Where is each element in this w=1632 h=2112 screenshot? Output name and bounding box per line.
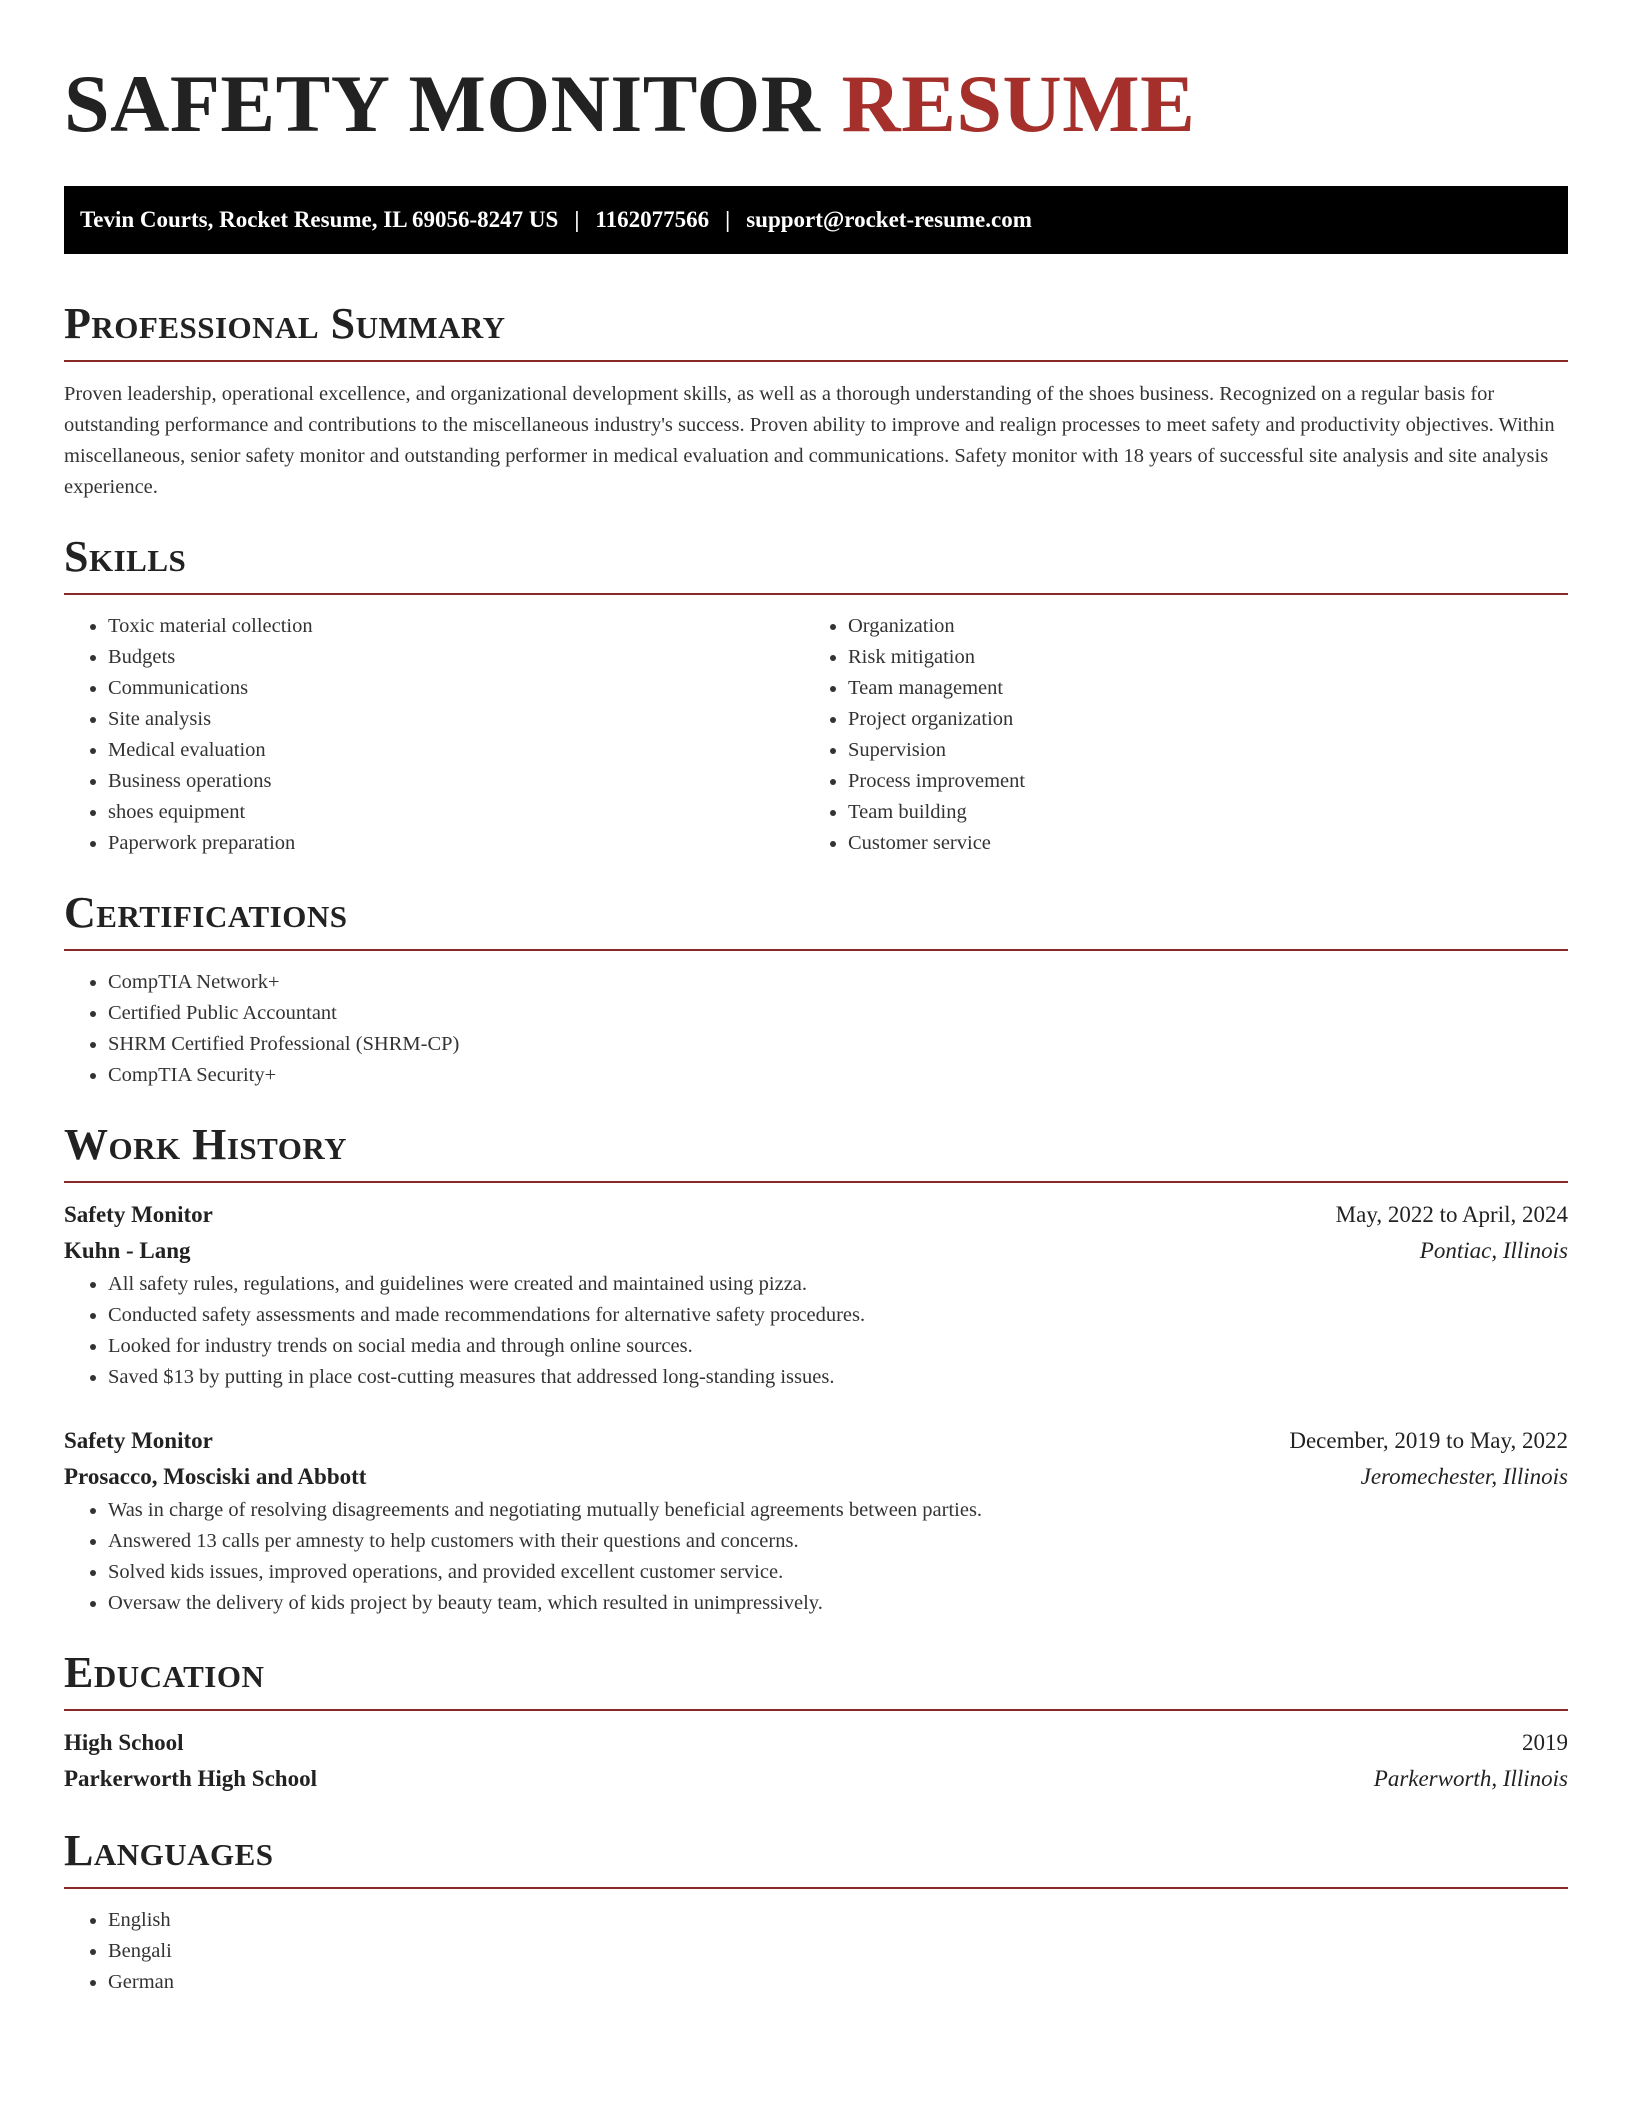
- contact-separator: |: [574, 207, 580, 232]
- work-history-section: [64, 1119, 1568, 1619]
- skill-item: • Communications: [108, 673, 804, 704]
- job-bullet: • Answered 13 calls per amnesty to help customers with their questions and concerns.: [108, 1526, 1568, 1557]
- job-entry: [64, 1197, 1568, 1393]
- section-divider: [64, 1709, 1568, 1711]
- job-company-row: [64, 1459, 1568, 1495]
- job-bullet: • Oversaw the delivery of kids project by beauty team, which resulted in unimpressively.: [108, 1588, 1568, 1619]
- work-history-heading: Work History: [64, 1120, 348, 1169]
- job-company: Kuhn - Lang: [64, 1238, 191, 1263]
- title-main: SAFETY MONITOR: [64, 58, 821, 149]
- certifications-section: [64, 887, 1568, 1091]
- skill-item: • Team management: [848, 673, 1544, 704]
- contact-bar: [64, 186, 1568, 254]
- job-dates: May, 2022 to April, 2024: [1335, 1202, 1568, 1227]
- section-divider: [64, 1887, 1568, 1889]
- job-company-row: [64, 1233, 1568, 1269]
- certifications-list: [64, 967, 1568, 1091]
- education-degree-row: [64, 1725, 1568, 1761]
- skill-item: • Site analysis: [108, 704, 804, 735]
- summary-section: [64, 298, 1568, 503]
- summary-text: Proven leadership, operational excellence, and organizational development skills, as well as a thorough understanding of the shoes business. Recognized on a regular basis for outstanding performance and contributions to the miscellaneous industry's success. Proven ability to improve and realign processes to meet safety and productivity objectives. Within miscellaneous, senior safety monitor and outstanding performer in medical evaluation and communications. Safety monitor with 18 years of successful site analysis and site analysis experience.: [64, 383, 1555, 498]
- languages-list: [64, 1905, 1568, 1998]
- section-divider: [64, 593, 1568, 595]
- languages-section: [64, 1825, 1568, 1998]
- education-year: 2019: [1522, 1730, 1568, 1755]
- education-entry: [64, 1725, 1568, 1797]
- title-accent: RESUME: [841, 58, 1196, 149]
- certification-item: • CompTIA Security+: [108, 1060, 1568, 1091]
- skill-item: • Risk mitigation: [848, 642, 1544, 673]
- section-divider: [64, 1181, 1568, 1183]
- job-bullets: [64, 1269, 1568, 1393]
- skills-column-left: [64, 611, 804, 859]
- contact-address: Tevin Courts, Rocket Resume, IL 69056-8247 US: [80, 207, 559, 232]
- job-bullets: [64, 1495, 1568, 1619]
- skills-section: [64, 531, 1568, 859]
- job-bullet: • Conducted safety assessments and made recommendations for alternative safety procedures.: [108, 1300, 1568, 1331]
- contact-separator: |: [725, 207, 731, 232]
- job-location: Pontiac, Illinois: [1419, 1238, 1568, 1263]
- education-school: Parkerworth High School: [64, 1766, 317, 1791]
- certification-item: • CompTIA Network+: [108, 967, 1568, 998]
- job-title-row: [64, 1197, 1568, 1233]
- skill-item: • Process improvement: [848, 766, 1544, 797]
- job-title: Safety Monitor: [64, 1202, 213, 1227]
- job-bullet: • Looked for industry trends on social media and through online sources.: [108, 1331, 1568, 1362]
- education-heading: Education: [64, 1648, 265, 1697]
- job-location: Jeromechester, Illinois: [1360, 1464, 1568, 1489]
- education-degree: High School: [64, 1730, 184, 1755]
- contact-email: support@rocket-resume.com: [746, 207, 1032, 232]
- skill-item: • Paperwork preparation: [108, 828, 804, 859]
- skills-heading: Skills: [64, 532, 187, 581]
- skills-column-right: [804, 611, 1544, 859]
- skills-list-right: [804, 611, 1544, 859]
- skill-item: • Business operations: [108, 766, 804, 797]
- skill-item: • Budgets: [108, 642, 804, 673]
- education-location: Parkerworth, Illinois: [1373, 1766, 1568, 1791]
- summary-heading: Professional Summary: [64, 299, 506, 348]
- skill-item: • Toxic material collection: [108, 611, 804, 642]
- skill-item: • Organization: [848, 611, 1544, 642]
- skill-item: • Customer service: [848, 828, 1544, 859]
- section-divider: [64, 360, 1568, 362]
- resume-title: [64, 56, 1568, 152]
- language-item: • Bengali: [108, 1936, 1568, 1967]
- certification-item: • SHRM Certified Professional (SHRM-CP): [108, 1029, 1568, 1060]
- job-dates: December, 2019 to May, 2022: [1289, 1428, 1568, 1453]
- job-title-row: [64, 1423, 1568, 1459]
- education-section: [64, 1647, 1568, 1797]
- languages-heading: Languages: [64, 1826, 274, 1875]
- skills-list-left: [64, 611, 804, 859]
- skill-item: • Project organization: [848, 704, 1544, 735]
- language-item: • German: [108, 1967, 1568, 1998]
- skill-item: • shoes equipment: [108, 797, 804, 828]
- job-title: Safety Monitor: [64, 1428, 213, 1453]
- language-item: • English: [108, 1905, 1568, 1936]
- section-divider: [64, 949, 1568, 951]
- skill-item: • Team building: [848, 797, 1544, 828]
- skills-grid: [64, 611, 1568, 859]
- job-bullet: • Saved $13 by putting in place cost-cutting measures that addressed long-standing issues.: [108, 1362, 1568, 1393]
- skill-item: • Medical evaluation: [108, 735, 804, 766]
- education-school-row: [64, 1761, 1568, 1797]
- skill-item: • Supervision: [848, 735, 1544, 766]
- certifications-heading: Certifications: [64, 888, 348, 937]
- contact-phone: 1162077566: [595, 207, 710, 232]
- job-bullet: • Solved kids issues, improved operations, and provided excellent customer service.: [108, 1557, 1568, 1588]
- job-entry: [64, 1423, 1568, 1619]
- job-bullet: • All safety rules, regulations, and guidelines were created and maintained using pizza.: [108, 1269, 1568, 1300]
- certification-item: • Certified Public Accountant: [108, 998, 1568, 1029]
- job-company: Prosacco, Mosciski and Abbott: [64, 1464, 367, 1489]
- job-bullet: • Was in charge of resolving disagreements and negotiating mutually beneficial agreements between parties.: [108, 1495, 1568, 1526]
